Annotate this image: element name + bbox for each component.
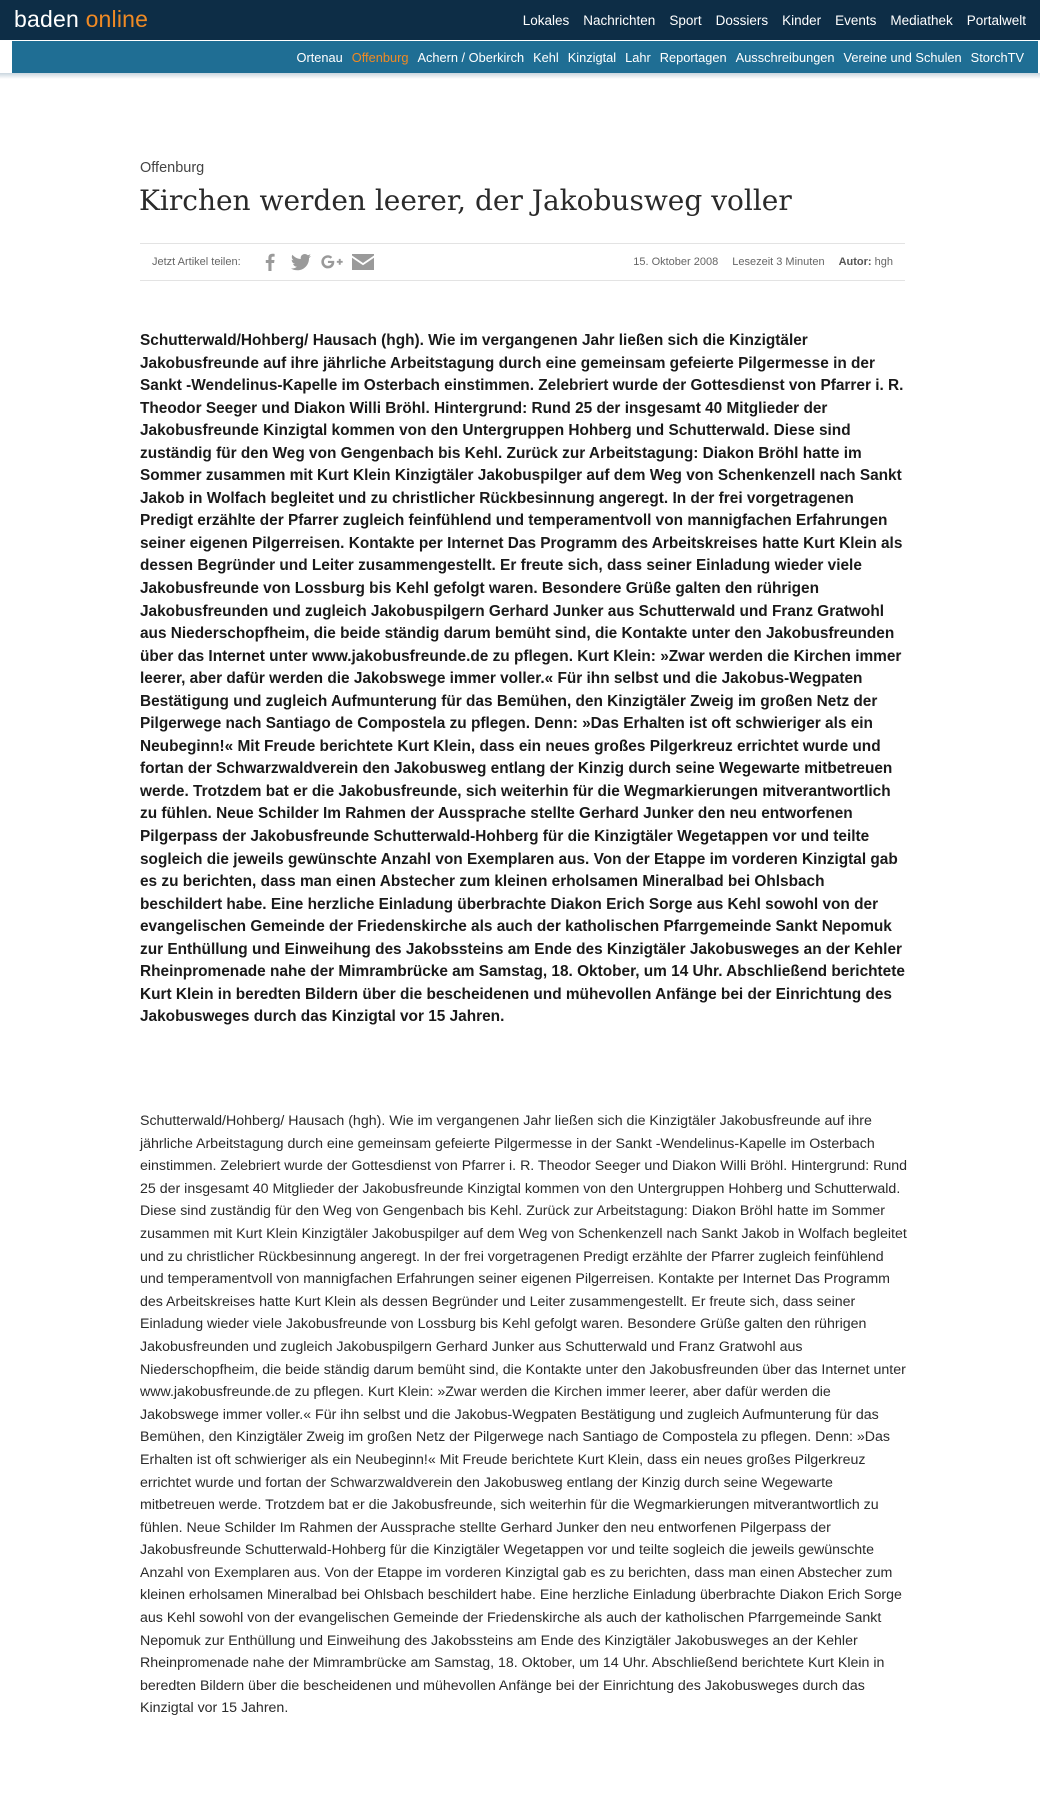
subnav-item-reportagen[interactable]: Reportagen (659, 49, 727, 65)
sub-nav (297, 41, 1024, 73)
subbar-shadow (0, 73, 1040, 79)
sub-navigation-bar (12, 41, 1038, 73)
subnav-item-lahr[interactable]: Lahr (625, 49, 651, 65)
subnav-item-storchtv[interactable]: StorchTV (970, 49, 1024, 65)
nav-item-dossiers[interactable]: Dossiers (715, 12, 769, 28)
logo-text-baden: baden (14, 6, 79, 32)
author-name: hgh (874, 256, 893, 268)
google-plus-icon[interactable] (321, 251, 343, 273)
subnav-item-ortenau[interactable]: Ortenau (296, 49, 343, 65)
reading-time: Lesezeit 3 Minuten (732, 256, 825, 268)
article-lead: Schutterwald/Hohberg/ Hausach (hgh). Wie im vergangenen Jahr ließen sich die Kinzigtäler Jakobusfreunde auf ihre jährliche Arbeitstagung durch eine gemeinsam gefeierte Pilgermesse in der Sankt -Wendelinus-Kapelle im Osterbach einstimmen. Zelebriert wurde der Gottesdienst von Pfarrer i. R. Theodor Seeger und Diakon Willi Bröhl. Hintergrund: Rund 25 der insgesamt 40 Mitglieder der Jakobusfreunde Kinzigtal kommen von den Untergruppen Hohberg und Schutterwald. Diese sind zuständig für den Weg von Gengenbach bis Kehl. Zurück zur Arbeitstagung: Diakon Bröhl hatte im Sommer zusammen mit Kurt Klein Kinzigtäler Jakobuspilger auf dem Weg von Schenkenzell nach Sankt Jakob in Wolfach begleitet und zu christlicher Rückbesinnung angeregt. In der frei vorgetragenen Predigt erzählte der Pfarrer zugleich feinfühlend und temperamentvoll von mannigfachen Erfahrungen seiner eigenen Pilgerreisen. Kontakte per Internet Das Programm des Arbeitskreises hatte Kurt Klein als dessen Begründer und Leiter zusammengestellt. Er freute sich, dass seiner Einladung wieder viele Jakobusfreunde von Lossburg bis Kehl gefolgt waren. Besondere Grüße galten den rührigen Jakobusfreunden und zugleich Jakobuspilgern Gerhard Junker aus Schutterwald und Franz Gratwohl aus Niederschopfheim, die beide ständig darum bemüht sind, die Kontakte unter den Jakobusfreunden über das Internet unter www.jakobusfreunde.de zu pflegen. Kurt Klein: »Zwar werden die Kirchen immer leerer, aber dafür werden die Jakobswege immer voller.« Für ihn selbst und die Jakobus-Wegpaten Bestätigung und zugleich Aufmunterung für das Bemühen, den Kinzigtäler Zweig im großen Netz der Pilgerwege nach Santiago de Compostela zu pflegen. Denn: »Das Erhalten ist oft schwieriger als ein Neubeginn!« Mit Freude berichtete Kurt Klein, dass ein neues großes Pilgerkreuz errichtet wurde und fortan der Schwarzwaldverein den Jakobusweg entlang der Kinzig durch seine Wegewarte mitbetreuen werde. Trotzdem bat er die Jakobusfreunde, sich weiterhin für die Wegmarkierungen mitverantwortlich zu fühlen. Neue Schilder Im Rahmen der Aussprache stellte Gerhard Junker den neu entworfenen Pilgerpass der Jakobusfreunde Schutterwald-Hohberg für die Kinzigtäler Wegetappen vor und teilte sogleich die jeweils gewünschte Anzahl von Exemplaren aus. Von der Etappe im vorderen Kinzigtal gab es zu berichten, dass man einen Abstecher zum kleinen erholsamen Mineralbad bei Ohlsbach beschildert habe. Eine herzliche Einladung überbrachte Diakon Erich Sorge aus Kehl sowohl von der evangelischen Gemeinde der Friedenskirche als auch der katholischen Pfarrgemeinde Sankt Nepomuk zur Enthüllung und Einweihung des Jakobssteins am Ende des Kinzigtäler Jakobusweges an der Kehler Rheinpromenade nahe der Mimrambrücke am Samstag, 18. Oktober, um 14 Uhr. Abschließend berichtete Kurt Klein in beredten Bildern über die bescheidenen und mühevollen Anfänge bei der Einrichtung des Jakobusweges durch das Kinzigtal vor 15 Jahren. (140, 332, 905, 1026)
article-body: Schutterwald/Hohberg/ Hausach (hgh). Wie im vergangenen Jahr ließen sich die Kinzigtäler Jakobusfreunde auf ihre jährliche Arbeitstagung durch eine gemeinsam gefeierte Pilgermesse in der Sankt -Wendelinus-Kapelle im Osterbach einstimmen. Zelebriert wurde der Gottesdienst von Pfarrer i. R. Theodor Seeger und Diakon Willi Bröhl. Hintergrund: Rund 25 der insgesamt 40 Mitglieder der Jakobusfreunde Kinzigtal kommen von den Untergruppen Hohberg und Schutterwald. Diese sind zuständig für den Weg von Gengenbach bis Kehl. Zurück zur Arbeitstagung: Diakon Bröhl hatte im Sommer zusammen mit Kurt Klein Kinzigtäler Jakobuspilger auf dem Weg von Schenkenzell nach Sankt Jakob in Wolfach begleitet und zu christlicher Rückbesinnung angeregt. In der frei vorgetragenen Predigt erzählte der Pfarrer zugleich feinfühlend und temperamentvoll von mannigfachen Erfahrungen seiner eigenen Pilgerreisen. Kontakte per Internet Das Programm des Arbeitskreises hatte Kurt Klein als dessen Begründer und Leiter zusammengestellt. Er freute sich, dass seiner Einladung wieder viele Jakobusfreunde von Lossburg bis Kehl gefolgt waren. Besondere Grüße galten den rührigen Jakobusfreunden und zugleich Jakobuspilgern Gerhard Junker aus Schutterwald und Franz Gratwohl aus Niederschopfheim, die beide ständig darum bemüht sind, die Kontakte unter den Jakobusfreunden über das Internet unter www.jakobusfreunde.de zu pflegen. Kurt Klein: »Zwar werden die Kirchen immer leerer, aber dafür werden die Jakobswege immer voller.« Für ihn selbst und die Jakobus-Wegpaten Bestätigung und zugleich Aufmunterung für das Bemühen, den Kinzigtäler Zweig im großen Netz der Pilgerwege nach Santiago de Compostela zu pflegen. Denn: »Das Erhalten ist oft schwieriger als ein Neubeginn!« Mit Freude berichtete Kurt Klein, dass ein neues großes Pilgerkreuz errichtet wurde und fortan der Schwarzwaldverein den Jakobusweg entlang der Kinzig durch seine Wegewarte mitbetreuen werde. Trotzdem bat er die Jakobusfreunde, sich weiterhin für die Wegmarkierungen mitverantwortlich zu fühlen. Neue Schilder Im Rahmen der Aussprache stellte Gerhard Junker den neu entworfenen Pilgerpass der Jakobusfreunde Schutterwald-Hohberg für die Kinzigtäler Wegetappen vor und teilte sogleich die jeweils gewünschte Anzahl von Exemplaren aus. Von der Etappe im vorderen Kinzigtal gab es zu berichten, dass man einen Abstecher zum kleinen erholsamen Mineralbad bei Ohlsbach beschildert habe. Eine herzliche Einladung überbrachte Diakon Erich Sorge aus Kehl sowohl von der evangelischen Gemeinde der Friedenskirche als auch der katholischen Pfarrgemeinde Sankt Nepomuk zur Enthüllung und Einweihung des Jakobssteins am Ende des Kinzigtäler Jakobusweges an der Kehler Rheinpromenade nahe der Mimrambrücke am Samstag, 18. Oktober, um 14 Uhr. Abschließend berichtete Kurt Klein in beredten Bildern über die bescheidenen und mühevollen Anfänge bei der Einrichtung des Jakobusweges durch das Kinzigtal vor 15 Jahren. (140, 1113, 908, 1717)
article-meta (633, 256, 893, 268)
nav-item-nachrichten[interactable]: Nachrichten (583, 12, 656, 28)
author-label: Autor: (838, 256, 872, 268)
main-nav (523, 0, 1026, 40)
top-navigation-bar (0, 0, 1040, 40)
logo-text-online: online (85, 6, 149, 32)
article-date: 15. Oktober 2008 (633, 256, 719, 268)
nav-item-portalwelt[interactable]: Portalwelt (966, 12, 1026, 28)
subnav-item-achern-oberkirch[interactable]: Achern / Oberkirch (417, 49, 525, 65)
subnav-item-offenburg[interactable]: Offenburg (351, 49, 409, 65)
site-logo[interactable] (14, 5, 148, 33)
article-title: Kirchen werden leerer, der Jakobusweg voller (139, 184, 792, 217)
share-icons (259, 251, 374, 273)
nav-item-sport[interactable]: Sport (669, 12, 702, 28)
subnav-item-vereine-und-schulen[interactable]: Vereine und Schulen (843, 49, 962, 65)
mail-icon[interactable] (352, 251, 374, 273)
nav-item-mediathek[interactable]: Mediathek (890, 12, 953, 28)
subnav-item-ausschreibungen[interactable]: Ausschreibungen (735, 49, 835, 65)
article-meta-bar (140, 243, 905, 281)
subnav-item-kehl[interactable]: Kehl (533, 49, 559, 65)
share-label: Jetzt Artikel teilen: (152, 256, 241, 268)
subnav-item-kinzigtal[interactable]: Kinzigtal (567, 49, 617, 65)
article-author (839, 256, 893, 268)
nav-item-events[interactable]: Events (835, 12, 877, 28)
article-kicker[interactable]: Offenburg (140, 160, 205, 176)
facebook-icon[interactable] (259, 251, 281, 273)
nav-item-lokales[interactable]: Lokales (522, 12, 570, 28)
nav-item-kinder[interactable]: Kinder (782, 12, 822, 28)
twitter-icon[interactable] (290, 251, 312, 273)
